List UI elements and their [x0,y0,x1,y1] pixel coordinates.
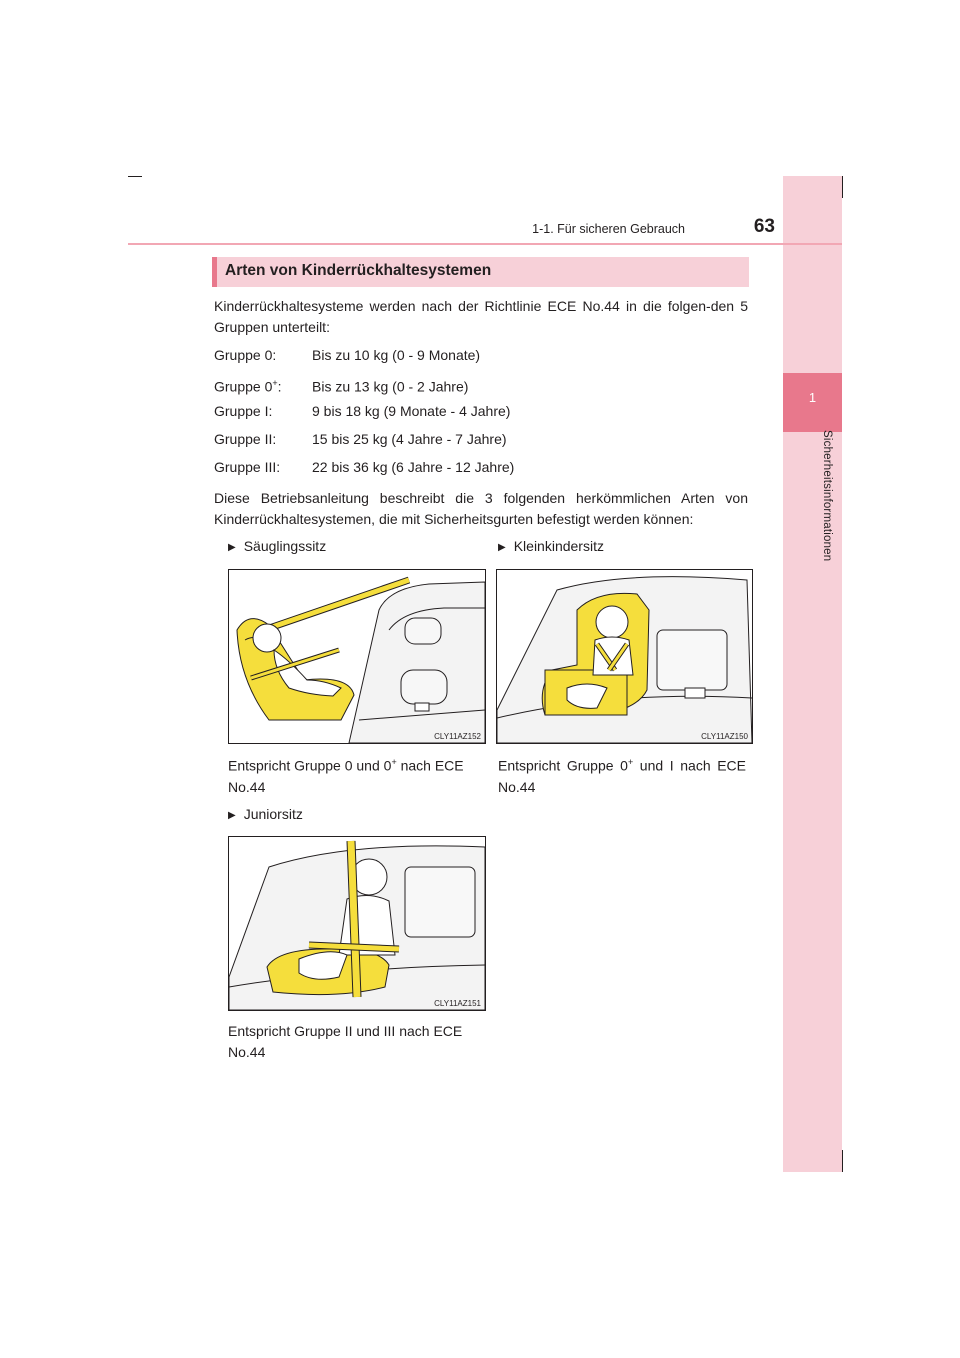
intro-paragraph: Kinderrückhaltesysteme werden nach der Richtlinie ECE No.44 in die folgen-den 5 Gruppen unterteilt: [214,298,748,335]
group-row [214,457,514,477]
group-row [214,429,507,449]
description-paragraph: Diese Betriebsanleitung beschreibt die 3 folgenden herkömmlichen Arten von Kinderrückhaltesystemen, die mit Sicherheitsgurten befestigt werden können: [214,490,748,527]
header-rule [128,243,842,245]
group-value: 22 bis 36 kg (6 Jahre - 12 Jahre) [312,459,515,475]
group-value: Bis zu 10 kg (0 - 9 Monate) [312,347,481,363]
triangle-bullet-icon: ▶ [498,542,506,553]
seat-caption-sup: + [391,757,397,767]
running-header: 1-1. Für sicheren Gebrauch [532,222,685,236]
section-heading-accent [212,257,217,287]
crop-mark-top-left-h [128,176,142,177]
seat-caption [498,752,746,798]
group-row [214,401,510,421]
seat-caption [228,1021,484,1063]
crop-mark-top-right-v [842,176,843,198]
group-label [214,373,312,397]
seat-title-text: Säuglingssitz [243,538,327,554]
triangle-bullet-icon: ▶ [228,542,236,553]
toddler-seat-illustration [496,569,753,744]
group-label-sup: + [272,378,278,388]
image-code: CLY11AZ152 [434,732,481,741]
group-label-suffix: : [277,378,282,395]
group-label: Gruppe II: [214,431,277,447]
seat-caption-text: Entspricht Gruppe II und III nach ECE No.44 [228,1023,463,1060]
booster-seat-illustration [228,836,486,1011]
seat-title [498,538,604,554]
crop-mark-bottom-right-v [842,1150,843,1172]
group-label: Gruppe 0: [214,347,277,363]
seat-title-text: Juniorsitz [243,806,303,822]
image-code: CLY11AZ150 [701,732,748,741]
infant-seat-illustration [228,569,486,744]
group-row [214,345,480,365]
seat-caption-text: Entspricht Gruppe 0 [498,757,628,774]
seat-caption-text-b: nach ECE No.44 [228,757,464,795]
triangle-bullet-icon: ▶ [228,810,236,821]
seat-title [228,806,303,822]
seat-caption [228,752,482,798]
group-value: 9 bis 18 kg (9 Monate - 4 Jahre) [312,403,511,419]
group-value: 15 bis 25 kg (4 Jahre - 7 Jahre) [312,431,507,447]
group-row [214,373,468,397]
chapter-side-strip [783,176,842,1172]
seat-caption-text: Entspricht Gruppe 0 und 0 [228,757,392,774]
seat-caption-text-b: und I nach ECE No.44 [498,757,746,795]
seat-title-text: Kleinkindersitz [513,538,604,554]
section-heading: Arten von Kinderrückhaltesystemen [225,262,492,279]
group-value: Bis zu 13 kg (0 - 2 Jahre) [312,378,469,395]
seat-caption-sup: + [627,757,634,767]
page-number: 63 [753,216,775,237]
chapter-label: Sicherheitsinformationen [821,430,833,562]
image-code: CLY11AZ151 [434,999,481,1008]
group-label: Gruppe I: [214,403,273,419]
group-label-text: Gruppe 0 [214,378,273,395]
seat-title [228,538,326,554]
group-label: Gruppe III: [214,459,281,475]
chapter-number: 1 [808,390,817,405]
